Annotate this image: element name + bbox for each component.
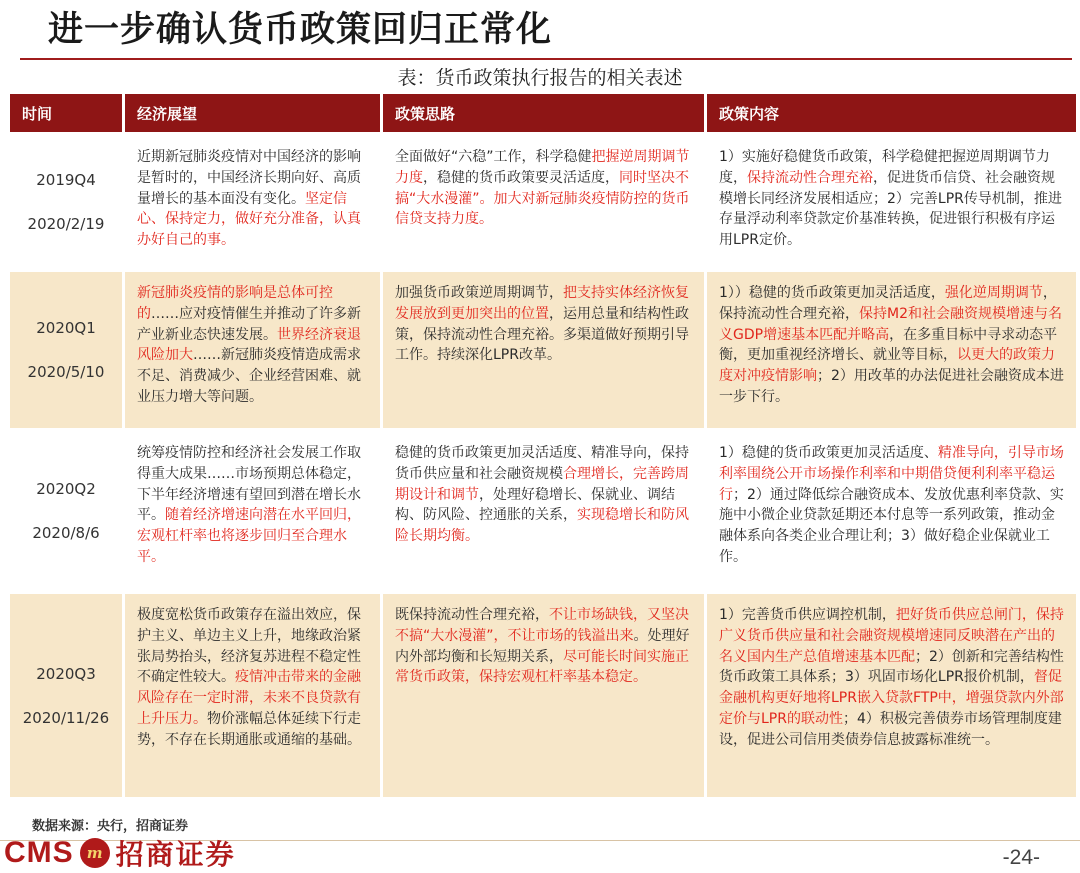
body-text: ，在多重目标中寻求动态平衡，更加重视经济增长、就业等目标， <box>719 326 1058 364</box>
header-outlook: 经济展望 <box>125 94 383 132</box>
highlighted-text: 保持M2和社会融资规模增速与名义GDP增速基本匹配并略高 <box>719 305 1062 343</box>
table-body <box>10 132 1076 797</box>
logo-text: CMS <box>4 836 74 869</box>
approach-cell <box>383 268 707 428</box>
highlighted-text: 世界经济衰退风险加大 <box>137 326 361 364</box>
body-text: ，稳健的货币政策要灵活适度， <box>423 169 619 186</box>
date-label: 2020/5/10 <box>27 363 105 381</box>
content-cell <box>707 268 1076 428</box>
highlighted-text: 坚定信心、保持定力，做好充分准备，认真办好自己的事。 <box>137 190 361 249</box>
date-label: 2020/11/26 <box>22 708 110 727</box>
table-caption: 表：货币政策执行报告的相关表述 <box>397 67 683 89</box>
body-text: ……新冠肺炎疫情造成需求不足、消费减少、企业经营困难、就业压力增大等问题。 <box>137 347 361 405</box>
outlook-cell <box>125 132 383 268</box>
body-text: 物价涨幅总体延续下行走势，不存在长期通胀或通缩的基础。 <box>137 710 361 748</box>
body-text: 极度宽松货币政策存在溢出效应，保护主义、单边主义上升，地缘政治紧张局势抬头，经济复苏进程不稳定性不确定性较大。 <box>137 607 361 686</box>
body-text: 近期新冠肺炎疫情对中国经济的影响是暂时的，中国经济长期向好、高质量增长的基本面没有变化。 <box>137 149 361 207</box>
highlighted-text: 保持流动性合理充裕 <box>747 169 873 186</box>
header-time: 时间 <box>10 94 125 132</box>
highlighted-text: 把支持实体经济恢复发展放到更加突出的位置 <box>395 285 689 322</box>
body-text: 加强货币政策逆周期调节， <box>395 285 563 301</box>
time-cell <box>10 428 125 590</box>
quarter-label: 2019Q4 <box>36 171 96 189</box>
logo-emblem-icon: m <box>80 838 110 868</box>
outlook-cell <box>125 268 383 428</box>
title-underline <box>20 58 1072 60</box>
header-content: 政策内容 <box>707 94 1076 132</box>
highlighted-text: 不让市场缺钱，又坚决不搞“大水漫灌”，不让市场的钱溢出来 <box>395 607 689 644</box>
body-text: 1）完善货币供应调控机制， <box>719 607 896 623</box>
body-text: 1）稳健的货币政策更加灵活适度、 <box>719 445 938 461</box>
highlighted-text: 随着经济增速向潜在水平回归，宏观杠杆率也将逐步回归至合理水平。 <box>137 507 361 565</box>
table-row <box>10 428 1076 590</box>
outlook-cell <box>125 590 383 797</box>
outlook-cell <box>125 428 383 590</box>
body-text: 1）实施好稳健货币政策，科学稳健把握逆周期调节力度， <box>719 149 1050 186</box>
highlighted-text: 尽可能长时间实施正常货币政策，保持宏观杠杆率基本稳定。 <box>395 648 689 686</box>
table-row <box>10 132 1076 268</box>
quarter-label: 2020Q2 <box>36 480 96 498</box>
body-text: ，处理好稳增长、保就业、调结构、防风险、控通胀的关系， <box>395 486 675 524</box>
highlighted-text: 同时坚决不搞“大水漫灌”。加大对新冠肺炎疫情防控的货币信贷支持力度。 <box>395 169 690 228</box>
body-text: 既保持流动性合理充裕， <box>395 607 549 623</box>
body-text: ，促进货币信贷、社会融资规模增长同经济发展相适应；2）完善LPR传导机制，推进存量浮动利率贷款定价基准转换，促进银行积极有序运用LPR定价。 <box>719 169 1062 249</box>
approach-cell <box>383 428 707 590</box>
highlighted-text: 新冠肺炎疫情的影响是总体可控的 <box>137 285 333 322</box>
body-text: 统筹疫情防控和经济社会发展工作取得重大成果……市场预期总体稳定，下半年经济增速有望回到潜在增长水平。 <box>137 445 361 524</box>
body-text: 。处理好内外部均衡和长短期关系， <box>395 627 690 665</box>
body-text: 稳健的货币政策更加灵活适度、精准导向，保持货币供应量和社会融资规模 <box>395 445 689 482</box>
body-text: ，保持流动性合理充裕， <box>719 285 1057 322</box>
logo-chinese-name: 招商证券 <box>115 838 236 871</box>
highlighted-text: 把好货币供应总闸门 <box>895 607 1022 623</box>
body-text: 全面做好“六稳”工作，科学稳健 <box>395 149 592 165</box>
page-number: -24- <box>1002 846 1040 869</box>
content-cell <box>707 590 1076 797</box>
body-text: ，运用总量和结构性政策，保持流动性合理充裕。多渠道做好预期引导工作。持续深化LPR改革。 <box>395 305 689 364</box>
body-text: ；2）创新和完善结构性货币政策工具体系；3）巩固市场化LPR报价机制， <box>719 648 1064 686</box>
highlighted-text: 合理增长，完善跨周期设计和调节 <box>395 465 689 503</box>
highlighted-text: 督促金融机构更好地将LPR嵌入贷款FTP中，增强贷款内外部定价与LPR的联动性 <box>719 669 1064 727</box>
time-cell <box>10 268 125 428</box>
quarter-label: 2020Q3 <box>36 664 96 683</box>
time-cell <box>10 132 125 268</box>
cms-logo <box>4 836 236 870</box>
content-cell <box>707 428 1076 590</box>
policy-report-table <box>10 94 1076 797</box>
body-text: ；4）积极完善债券市场管理制度建设，促进公司信用类债券信息披露标准统一。 <box>719 710 1062 748</box>
date-label: 2020/8/6 <box>32 524 100 542</box>
quarter-label: 2020Q1 <box>36 319 96 337</box>
highlighted-text: 精准导向，引导市场利率围绕公开市场操作利率和中期借贷便利利率平稳运行 <box>719 445 1064 503</box>
table-row <box>10 590 1076 797</box>
body-text: ……应对疫情催生并推动了许多新产业新业态快速发展。 <box>137 305 361 343</box>
page-title: 进一步确认货币政策回归正常化 <box>48 9 553 50</box>
approach-cell <box>383 132 707 268</box>
approach-cell <box>383 590 707 797</box>
body-text: 1））稳健的货币政策更加灵活适度， <box>719 285 945 301</box>
highlighted-text: 把握逆周期调节力度 <box>395 149 690 186</box>
table-row <box>10 268 1076 428</box>
date-label: 2020/2/19 <box>27 215 105 233</box>
body-text: ；2）用改革的办法促进社会融资成本进一步下行。 <box>719 368 1064 405</box>
highlighted-text: ，保持广义货币供应量和社会融资规模增速同反映潜在产出的名义国内生产总值增速基本匹配 <box>719 607 1064 665</box>
highlighted-text: 疫情冲击带来的金融风险存在一定时滞，未来不良贷款有上升压力。 <box>137 669 361 727</box>
body-text: ；2）通过降低综合融资成本、发放优惠利率贷款、实施中小微企业贷款延期还本付息等一系列政策，推动金融体系向各类企业合理让利；3）做好稳企业保就业工作。 <box>719 486 1064 565</box>
highlighted-text: 强化逆周期调节 <box>944 285 1043 301</box>
header-approach: 政策思路 <box>383 94 707 132</box>
content-cell <box>707 132 1076 268</box>
highlighted-text: 以更大的政策力度对冲疫情影响 <box>719 347 1055 385</box>
highlighted-text: 实现稳增长和防风险长期均衡。 <box>395 507 689 545</box>
table-header-row <box>10 94 1076 132</box>
time-cell <box>10 590 125 797</box>
data-source-note: 数据来源：央行，招商证券 <box>32 819 189 834</box>
